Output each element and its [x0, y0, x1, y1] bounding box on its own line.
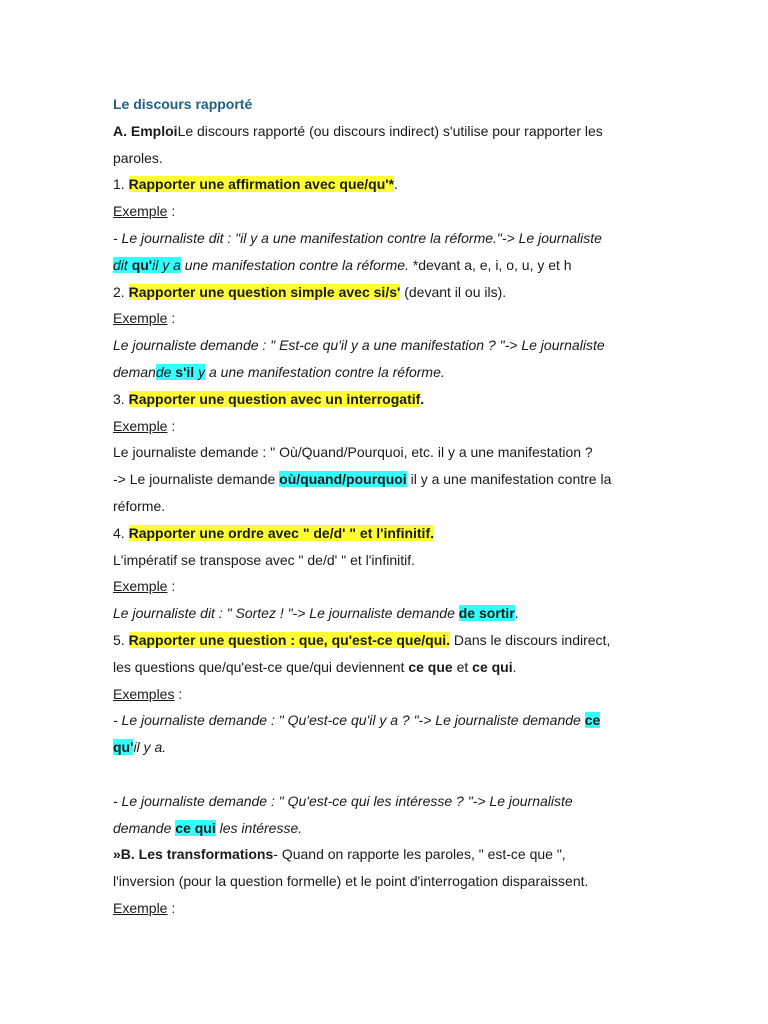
item3-example-label-line — [113, 413, 658, 440]
item5-example-label: Exemples — [113, 685, 175, 702]
item5-example1-line2 — [113, 734, 658, 761]
item5-heading-line — [113, 627, 658, 654]
item5-heading: Rapporter une question : que, qu'est-ce que/qui. — [128, 631, 451, 648]
item5-example2-pre: demande — [113, 819, 176, 836]
item1-number: 1. — [113, 176, 125, 193]
item4-colon: : — [167, 578, 176, 595]
item2-example-label: Exemple — [113, 310, 168, 327]
item5-example1-highlight-ce: ce — [584, 712, 601, 729]
item5-line2-end: . — [512, 658, 517, 675]
item5-example1-highlight-qu: qu' — [113, 739, 134, 756]
item5-line2-mid: et — [452, 658, 473, 675]
item4-example-label-line — [113, 573, 658, 600]
item5-colon: : — [174, 685, 183, 702]
item1-heading: Rapporter une affirmation avec que/qu'* — [128, 176, 395, 193]
item5-number: 5. — [113, 631, 125, 648]
spacer — [113, 761, 658, 788]
item5-line2 — [113, 654, 658, 681]
item5-line2-pre: les questions que/qu'est-ce que/qui deviennent — [113, 658, 409, 675]
item3-example-rest: il y a une manifestation contre la — [406, 471, 612, 488]
item4-example-label: Exemple — [113, 578, 168, 595]
section-b-text: - Quand on rapporte les paroles, " est-ce que ", — [273, 846, 566, 863]
item3-heading-line — [113, 386, 658, 413]
item5-ce-que: ce que — [408, 658, 453, 675]
item3-example-label: Exemple — [113, 417, 168, 434]
section-b-colon: : — [167, 899, 176, 916]
document-body — [113, 91, 658, 922]
item5-example1-line1 — [113, 707, 658, 734]
item4-example-pre: Le journaliste dit : " Sortez ! "-> Le journaliste demande — [113, 605, 459, 622]
item2-example-line2 — [113, 359, 658, 386]
item1-highlight-dit: dit — [113, 256, 132, 273]
item2-example-pre: deman — [113, 363, 156, 380]
item4-highlight: de sortir — [458, 605, 515, 622]
item2-example-rest: a une manifestation contre la réforme. — [205, 363, 445, 380]
item3-example-pre: -> Le journaliste demande — [113, 471, 280, 488]
item5-example1-pre: - Le journaliste demande : " Qu'est-ce qu'il y a ? "-> Le journaliste demande — [113, 712, 585, 729]
item4-example-end: . — [514, 605, 519, 622]
item5-example2-text: - Le journaliste demande : " Qu'est-ce qui les intéresse ? "-> Le journaliste — [113, 792, 573, 809]
item3-highlight: où/quand/pourquoi — [279, 471, 407, 488]
item4-heading: Rapporter une ordre avec " de/d' " et l'infinitif. — [128, 524, 435, 541]
item2-colon: : — [167, 310, 176, 327]
item1-example-rest: une manifestation contre la réforme. — [180, 256, 409, 273]
item3-example-line3: réforme. — [113, 497, 166, 514]
item1-example-label: Exemple — [113, 203, 168, 220]
section-b-example-label: Exemple — [113, 899, 168, 916]
item1-example-text: - Le journaliste dit : "il y a une manifestation contre la réforme."-> Le journaliste — [113, 229, 602, 246]
item4-example-line — [113, 600, 658, 627]
item1-period: . — [394, 176, 398, 193]
section-a-label: A. Emploi — [113, 122, 178, 139]
item3-colon: : — [167, 417, 176, 434]
item5-after: Dans le discours indirect, — [450, 631, 611, 648]
item2-highlight-sil: s'il — [175, 363, 195, 380]
item1-heading-line — [113, 171, 658, 198]
section-b-label: »B. Les transformations — [113, 846, 274, 863]
item2-example-label-line — [113, 305, 658, 332]
item1-example-label-line — [113, 198, 658, 225]
item5-example2-rest: les intéresse. — [215, 819, 303, 836]
item5-ce-qui: ce qui — [472, 658, 513, 675]
item1-example-line2 — [113, 252, 658, 279]
item1-highlight-qu: qu' — [131, 256, 153, 273]
item1-highlight-ilya: il y a — [152, 256, 181, 273]
item5-example2-line2 — [113, 815, 658, 842]
section-a-text: Le discours rapporté (ou discours indirect) s'utilise pour rapporter les — [177, 122, 603, 139]
item5-example2-line1 — [113, 788, 658, 815]
item1-example-line1 — [113, 225, 658, 252]
item1-colon: : — [167, 203, 176, 220]
item2-example-line1 — [113, 332, 658, 359]
section-b-line2: l'inversion (pour la question formelle) et le point d'interrogation disparaissent. — [113, 873, 589, 890]
section-a-line2: paroles. — [113, 149, 163, 166]
document-title: Le discours rapporté — [113, 96, 253, 112]
section-b-example-label-line — [113, 895, 658, 922]
item1-note: *devant a, e, i, o, u, y et h — [408, 256, 572, 273]
item4-number: 4. — [113, 524, 125, 541]
item2-after: (devant il ou ils). — [400, 283, 507, 300]
item4-text: L'impératif se transpose avec " de/d' " et l'infinitif. — [113, 551, 415, 568]
item3-number: 3. — [113, 390, 125, 407]
item3-example-line2 — [113, 466, 658, 493]
item5-example1-rest: il y a. — [133, 739, 167, 756]
item4-heading-line — [113, 520, 658, 547]
item5-example2-highlight: ce qui — [175, 819, 216, 836]
item2-highlight-y: y — [194, 363, 206, 380]
item5-example-label-line — [113, 681, 658, 708]
item2-highlight-de: de — [155, 363, 176, 380]
item2-example-text: Le journaliste demande : " Est-ce qu'il y a une manifestation ? "-> Le journaliste — [113, 337, 605, 354]
item3-heading: Rapporter une question avec un interrogatif — [128, 390, 421, 407]
section-a-line1 — [113, 118, 658, 145]
item2-number: 2. — [113, 283, 125, 300]
item3-period: . — [420, 390, 425, 407]
item3-example-line1: Le journaliste demande : " Où/Quand/Pourquoi, etc. il y a une manifestation ? — [113, 444, 593, 461]
section-b-line1 — [113, 841, 658, 868]
item2-heading-line — [113, 279, 658, 306]
item2-heading: Rapporter une question simple avec si/s' — [128, 283, 401, 300]
